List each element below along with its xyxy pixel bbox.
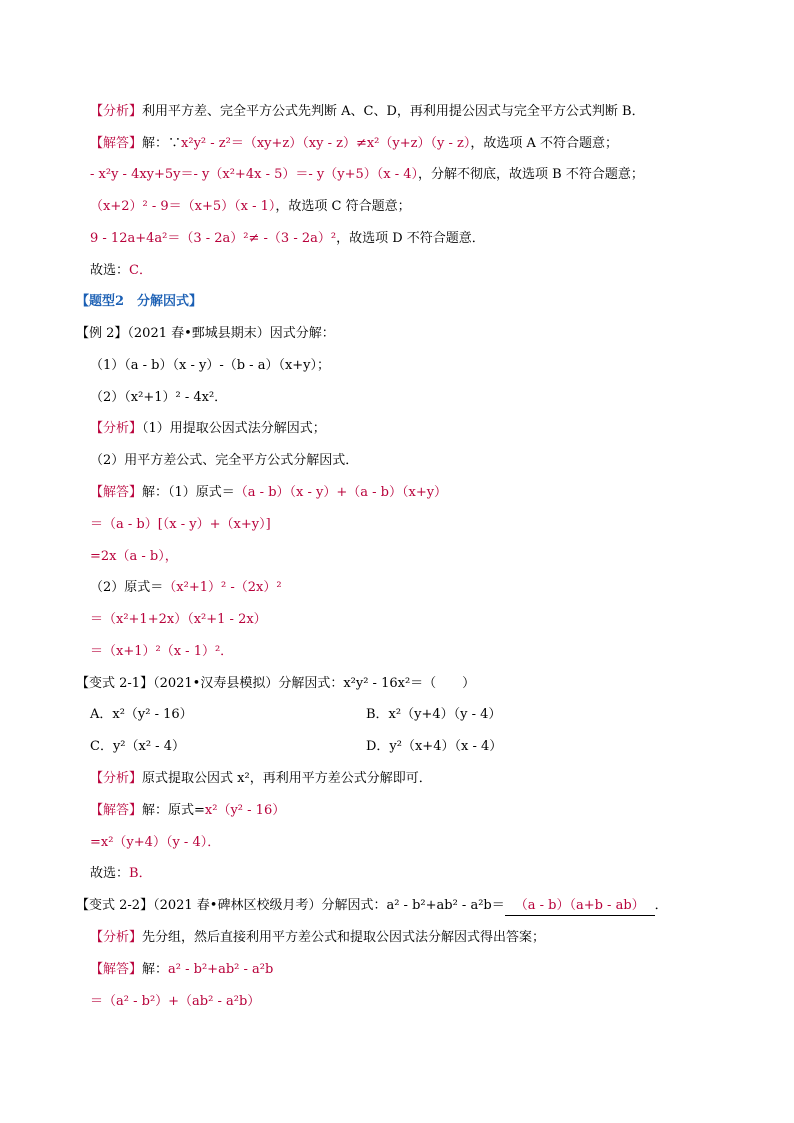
example-2-solution-4 <box>90 579 282 597</box>
solution-conclusion: ，故选项 D 不符合题意． <box>336 231 485 246</box>
example-2-analysis-2: （2）用平方差公式、完全平方公式分解因式． <box>90 453 359 468</box>
solution-line-2 <box>90 166 644 184</box>
analysis-tag: 【分析】 <box>90 930 143 945</box>
analysis-text: （1）用提取公因式法分解因式； <box>142 421 326 436</box>
option-c[interactable]: C．y²（x² - 4） <box>90 739 185 754</box>
variant-question: （2021•汉寿县模拟）分解因式：x²y² - 16x²＝（ ） <box>153 676 476 691</box>
variant-2-1-solution-1 <box>90 802 285 820</box>
answer-value: C． <box>129 263 152 278</box>
variant-question: （2021 春•碑林区校级月考）分解因式：a² - b²+ab² - a²b＝ <box>153 898 505 913</box>
answer-blank: （a - b）（a+b - ab） <box>505 897 655 916</box>
solution-math: （a - b）（x - y）+（a - b）（x+y） <box>234 485 448 500</box>
variant-2-2-solution-2: ＝（a² - b²）+（ab² - a²b） <box>90 994 261 1009</box>
example-2-solution-1 <box>90 484 447 502</box>
option-b[interactable]: B．x²（y+4）（y - 4） <box>366 707 502 722</box>
solution-conclusion: ，故选项 A 不符合题意； <box>470 136 618 151</box>
solution-line-3 <box>90 198 411 216</box>
analysis-tag: 【分析】 <box>90 104 143 119</box>
example-2-solution-3: =2x（a - b）， <box>90 549 178 564</box>
solution-tag: 【解答】 <box>90 962 143 977</box>
solution-math: - x²y - 4xy+5y＝- y（x²+4x - 5）＝- y（y+5）（x - 4） <box>90 167 418 182</box>
variant-2-1-header <box>76 675 475 693</box>
solution-tag: 【解答】 <box>90 485 143 500</box>
solution-prefix: 解：原式= <box>142 803 205 818</box>
variant-tag: 【变式 2-2】 <box>76 898 154 913</box>
solution-math: （x²+1）² -（2x）² <box>163 580 282 595</box>
solution-conclusion: ，故选项 C 符合题意； <box>275 199 411 214</box>
example-2-header <box>76 325 335 343</box>
solution-prefix: 解：∵ <box>142 136 182 151</box>
answer-value: B． <box>129 866 152 881</box>
example-2-question-1: （1）（a - b）（x - y）-（b - a）（x+y）； <box>90 358 331 373</box>
solution-math: x²y² - z²＝（xy+z）（xy - z）≠x²（y+z）（y - z） <box>181 136 471 151</box>
solution-math: （x+2）² - 9＝（x+5）（x - 1） <box>90 199 276 214</box>
variant-2-2-solution-1 <box>90 961 273 979</box>
option-d[interactable]: D．y²（x+4）（x - 4） <box>366 739 503 754</box>
analysis-text: 利用平方差、完全平方公式先判断 A、C、D，再利用提公因式与完全平方公式判断 B． <box>142 104 645 119</box>
variant-2-2-header <box>76 897 668 916</box>
solution-prefix: 解： <box>142 962 169 977</box>
solution-tag: 【解答】 <box>90 136 143 151</box>
analysis-text: 原式提取公因式 x²，再利用平方差公式分解即可． <box>142 771 432 786</box>
example-tag: 【例 2】 <box>76 326 128 341</box>
section-heading: 【题型2 分解因式】 <box>76 294 203 309</box>
solution-line-1 <box>90 135 618 153</box>
question-end: ． <box>654 898 668 913</box>
analysis-tag: 【分析】 <box>90 421 143 436</box>
example-source: （2021 春•鄄城县期末）因式分解： <box>127 326 335 341</box>
solution-conclusion: ，分解不彻底，故选项 B 不符合题意； <box>418 167 644 182</box>
variant-tag: 【变式 2-1】 <box>76 676 154 691</box>
solution-line-4 <box>90 230 485 248</box>
solution-math: x²（y² - 16） <box>204 803 286 818</box>
example-2-analysis-1 <box>90 420 326 438</box>
variant-2-2-analysis <box>90 929 545 947</box>
variant-2-1-solution-2: =x²（y+4）（y - 4）． <box>90 835 221 850</box>
analysis-tag: 【分析】 <box>90 771 143 786</box>
example-2-solution-5: ＝（x²+1+2x）（x²+1 - 2x） <box>90 612 267 627</box>
example-2-question-2: （2）（x²+1）² - 4x²． <box>90 390 228 405</box>
solution-prefix: 解：（1）原式＝ <box>142 485 235 500</box>
answer-label: 故选： <box>90 263 130 278</box>
example-2-solution-2: ＝（a - b）[（x - y）+（x+y）] <box>90 517 271 532</box>
variant-2-1-answer <box>90 865 152 883</box>
option-a[interactable]: A．x²（y² - 16） <box>90 707 193 722</box>
analysis-text: 先分组，然后直接利用平方差公式和提取公因式法分解因式得出答案； <box>142 930 546 945</box>
example-2-solution-6: ＝（x+1）²（x - 1）²． <box>90 644 234 659</box>
answer-label: 故选： <box>90 866 130 881</box>
solution-math: 9 - 12a+4a²＝（3 - 2a）²≠ -（3 - 2a）² <box>90 231 337 246</box>
variant-2-1-analysis <box>90 770 432 788</box>
analysis-line <box>90 103 645 121</box>
solution-prefix: （2）原式＝ <box>90 580 164 595</box>
solution-math: a² - b²+ab² - a²b <box>168 962 274 977</box>
answer-line <box>90 262 152 280</box>
solution-tag: 【解答】 <box>90 803 143 818</box>
